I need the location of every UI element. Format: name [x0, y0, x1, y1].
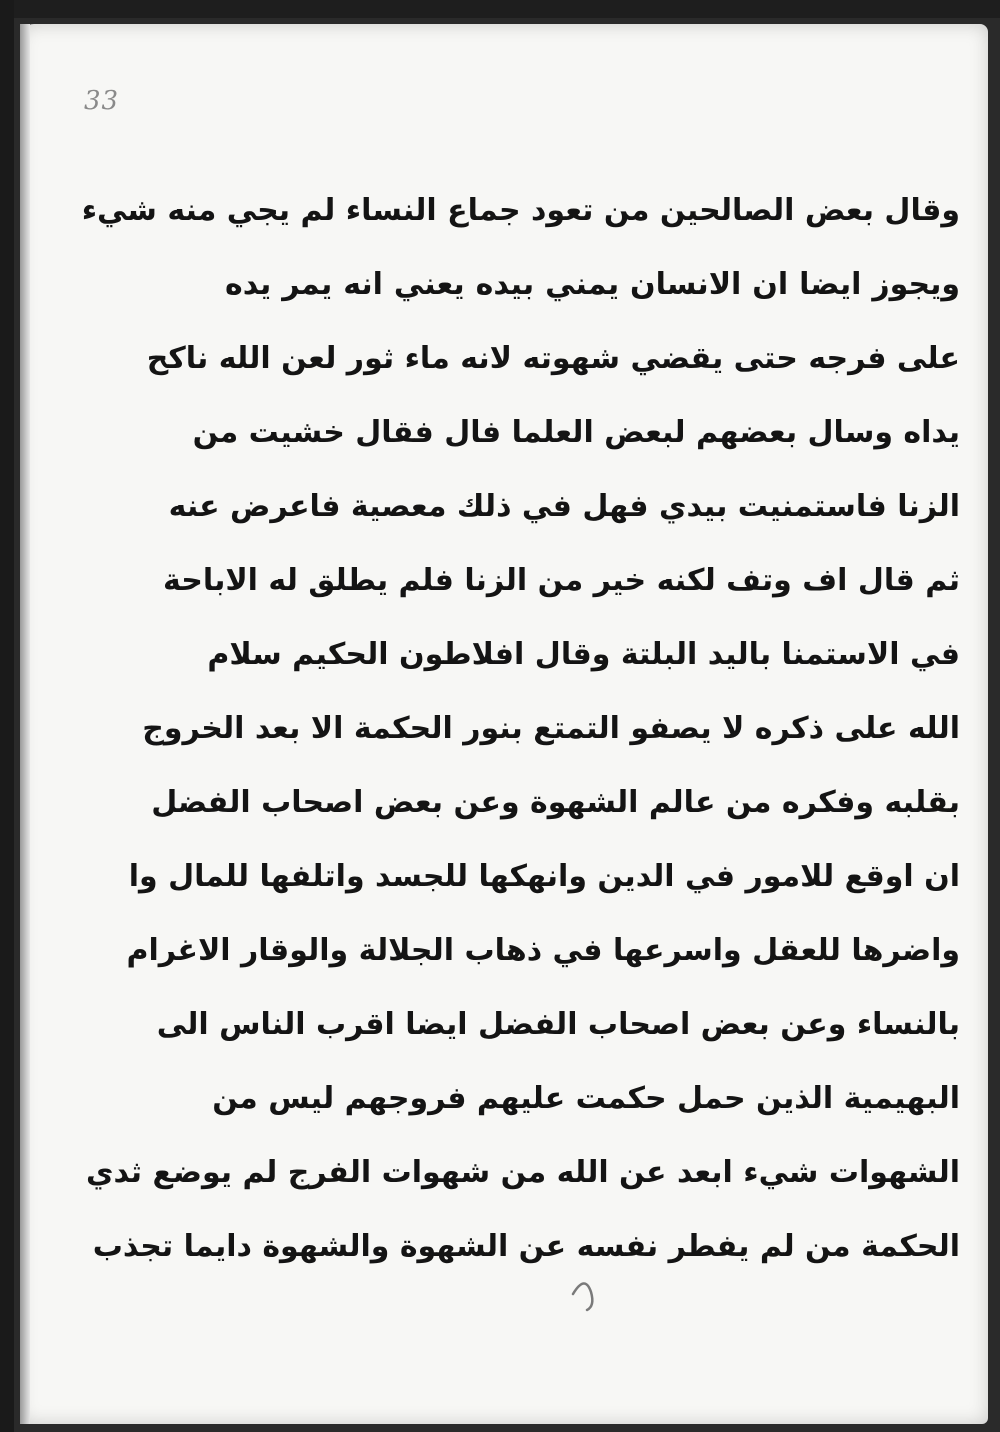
- text-line: ان اوقع للامور في الدين وانهكها للجسد واتلفها للمال وا: [128, 859, 960, 894]
- text-line: ويجوز ايضا ان الانسان يمني بيده يعني انه يمر يده: [225, 267, 960, 302]
- scan-top-edge: [0, 0, 1000, 18]
- ink-mark: [565, 1264, 605, 1314]
- manuscript-text-block: [81, 176, 960, 1306]
- text-line: وقال بعض الصالحين من تعود جماع النساء لم يجي منه شيء: [81, 193, 960, 228]
- text-line: واضرها للعقل واسرعها في ذهاب الجلالة والوقار الاغرام: [126, 933, 960, 968]
- text-line: يداه وسال بعضهم لبعض العلما فال فقال خشيت من: [192, 415, 960, 450]
- scan-spine-edge: [0, 0, 14, 1432]
- text-line: البهيمية الذين حمل حكمت عليهم فروجهم ليس من: [212, 1081, 960, 1116]
- folio-number: 33: [84, 86, 120, 116]
- text-line: في الاستمنا باليد البلتة وقال افلاطون الحكيم سلام: [207, 637, 960, 672]
- text-line: الله على ذكره لا يصفو التمتع بنور الحكمة الا بعد الخروج: [142, 711, 960, 746]
- text-line: على فرجه حتى يقضي شهوته لانه ماء ثور لعن الله ناكح: [146, 341, 960, 376]
- text-line: بالنساء وعن بعض اصحاب الفضل ايضا اقرب الناس الى: [156, 1007, 960, 1042]
- text-line: الشهوات شيء ابعد عن الله من شهوات الفرج لم يوضع ثدي: [85, 1155, 960, 1190]
- text-line: الزنا فاستمنيت بيدي فهل في ذلك معصية فاعرض عنه: [168, 489, 960, 524]
- text-line: ثم قال اف وتف لكنه خير من الزنا فلم يطلق له الاباحة: [163, 563, 960, 598]
- text-line: بقلبه وفكره من عالم الشهوة وعن بعض اصحاب الفضل: [151, 785, 960, 820]
- text-line: الحكمة من لم يفطر نفسه عن الشهوة والشهوة دايما تجذب: [92, 1229, 960, 1264]
- manuscript-page: [20, 24, 988, 1424]
